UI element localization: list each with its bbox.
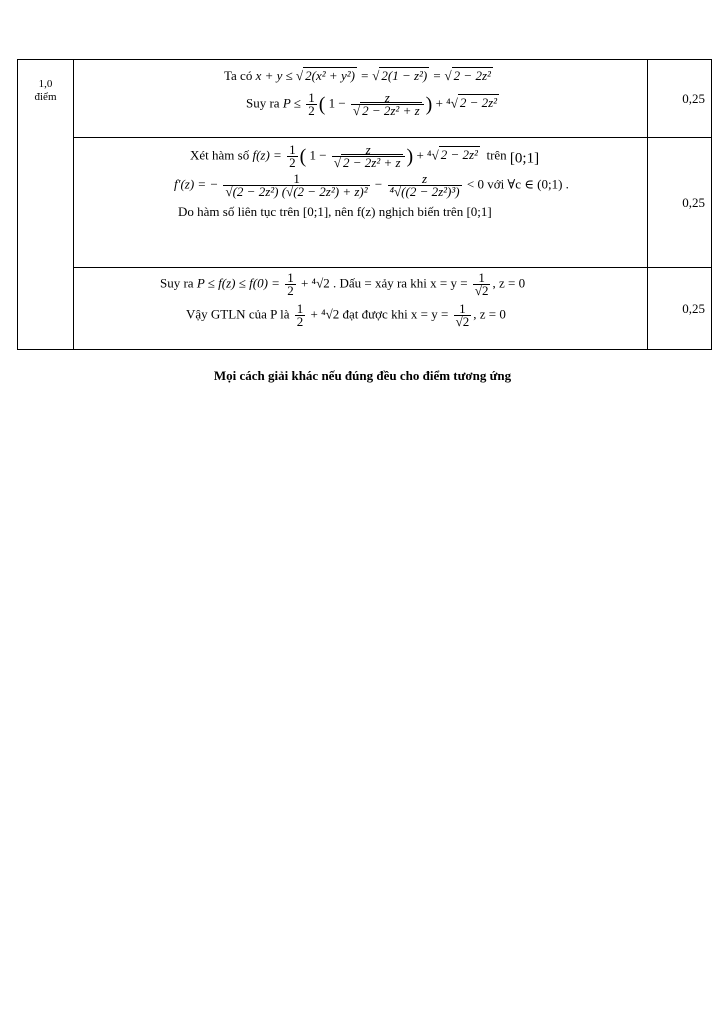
paren-close: ) <box>406 145 414 168</box>
text-tail: , z = 0 <box>473 306 506 322</box>
frac-num: z <box>351 92 424 105</box>
step-1-line-1 <box>224 68 647 84</box>
frac-den: √(2 − 2z²) (√(2 − 2z²) + z)² <box>225 184 368 199</box>
fraction-one-over-sqrt2 <box>473 272 491 297</box>
score-cell-3: 0,25 <box>648 268 712 350</box>
math-a: x + y ≤ √ <box>255 68 304 83</box>
math-conclusion: + ⁴√2 đạt được khi x = y = <box>310 306 449 322</box>
math-equality-text: + ⁴√2 . Dấu = xảy ra khi x = y = <box>300 275 468 291</box>
frac-num: 1 <box>473 272 491 285</box>
score-cell-1: 0,25 <box>648 60 712 138</box>
frac-den: ⁴√((2 − 2z²)³) <box>389 184 460 199</box>
frac-den: 2 <box>296 314 304 329</box>
math-root-body: 2 − 2z² <box>459 95 498 111</box>
grading-table <box>17 59 712 350</box>
text-lead: Ta có <box>224 68 253 83</box>
frac-den: 2 <box>308 103 315 118</box>
step-3-content <box>74 268 648 350</box>
step-2-line-3: Do hàm số liên tục trên [0;1], nên f(z) nghịch biến trên [0;1] <box>178 204 492 219</box>
fraction-z-over-root <box>332 144 405 169</box>
frac-den: 2 <box>289 155 296 170</box>
text-lead: Suy ra <box>246 95 280 111</box>
step-3-line-2 <box>186 303 647 328</box>
step-2-content <box>74 138 648 268</box>
math-minus: − <box>374 176 383 192</box>
fraction-derivative-1 <box>223 173 369 198</box>
points-unit: điểm <box>34 91 57 103</box>
frac-num: z <box>388 173 462 186</box>
math-fz: f(z) = <box>252 147 282 163</box>
frac-den: √2 <box>474 283 489 298</box>
frac-den: √2 <box>455 314 470 329</box>
points-cell <box>18 60 74 350</box>
math-root-body: 2 − 2z² <box>440 147 478 163</box>
math-d: 2(1 − z²) <box>381 68 428 83</box>
frac-num: 1 <box>223 173 369 186</box>
step-2-line-2 <box>174 173 647 198</box>
math-chain: P ≤ f(z) ≤ f(0) = <box>196 275 280 291</box>
math-c: = √ <box>356 68 380 83</box>
frac-num: 1 <box>454 303 472 316</box>
text-tail: trên <box>486 147 507 163</box>
step-1-content <box>74 60 648 138</box>
text-lead: Vậy GTLN của P là <box>186 306 290 322</box>
paren-open: ( <box>299 145 307 168</box>
frac-den-root: 2 − 2z² + z <box>342 155 401 170</box>
text-lead: Xét hàm số <box>190 147 250 163</box>
frac-den: √ 2 − 2z² + z <box>333 155 401 170</box>
fraction-one-over-sqrt2 <box>454 303 472 328</box>
math-e: = √ <box>429 68 452 83</box>
footer-note: Mọi cách giải khác nếu đúng đều cho điểm tương ứng <box>213 368 512 383</box>
math-inequality <box>256 67 493 83</box>
fraction-half <box>306 92 317 117</box>
points-value: 1,0 <box>38 78 53 90</box>
math-interval: [0;1] <box>509 150 540 167</box>
step-2-line-1 <box>190 144 647 169</box>
fraction-half <box>295 303 306 328</box>
math-one-minus: 1 − <box>328 95 346 111</box>
frac-num: z <box>332 144 405 157</box>
text-tail: , z = 0 <box>492 275 526 291</box>
step-1-line-2 <box>246 92 647 117</box>
fraction-half <box>287 144 298 169</box>
math-plus-root: + ⁴√ <box>435 95 458 111</box>
paren-close: ) <box>425 93 433 116</box>
math-p-bound: P ≤ <box>282 95 301 111</box>
step-3-line-1 <box>160 272 647 297</box>
math-b: 2(x² + y²) <box>305 68 355 83</box>
math-fprime: f′(z) = − <box>174 176 219 192</box>
text-tail: < 0 với ∀c ∈ (0;1) . <box>466 176 569 192</box>
paren-open: ( <box>318 93 326 116</box>
frac-den-root: 2 − 2z² + z <box>362 103 420 118</box>
fraction-half <box>285 272 296 297</box>
fraction-z-over-root <box>351 92 424 117</box>
frac-num: 1 <box>289 142 296 157</box>
frac-den: 2 <box>287 283 294 298</box>
math-one-minus: 1 − <box>309 147 327 163</box>
math-f: 2 − 2z² <box>453 68 491 83</box>
frac-num: 1 <box>308 90 315 105</box>
fraction-derivative-2 <box>388 173 462 198</box>
frac-num: 1 <box>296 301 304 316</box>
frac-num: 1 <box>287 270 294 285</box>
frac-den: √ 2 − 2z² + z <box>352 103 420 118</box>
text-lead: Suy ra <box>160 275 194 291</box>
math-plus-root: + ⁴√ <box>416 147 439 163</box>
score-cell-2: 0,25 <box>648 138 712 268</box>
